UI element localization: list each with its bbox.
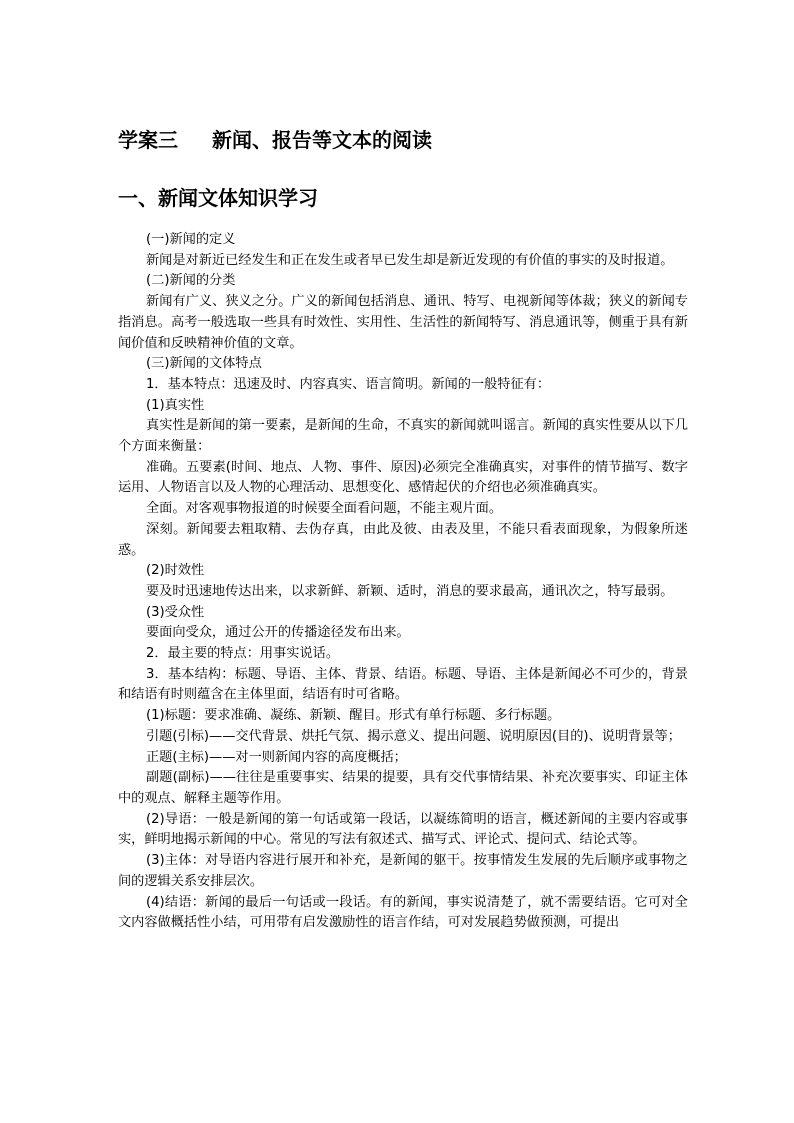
paragraph-main-title: 正题(主标)——对一则新闻内容的高度概括； xyxy=(146,749,407,765)
subheading-definition: (一)新闻的定义 xyxy=(146,232,236,247)
paragraph-conclusion: (4)结语：新闻的最后一句话或一段话。有的新闻，事实说清楚了，就不需要结语。它可对全文内容做概括性小结，可用带有启发激励性的语言作结，可对发展趋势做预测，可提出 xyxy=(118,894,688,931)
paragraph-audience: 要面向受众，通过公开的传播途径发布出来。 xyxy=(146,625,410,641)
paragraph-body: (3)主体：对导语内容进行展开和补充，是新闻的躯干。按事情发生发展的先后顺序或事物之间的逻辑关系安排层次。 xyxy=(118,853,688,889)
paragraph-headline: (1)标题：要求准确、凝练、新颖、醒目。形式有单行标题、多行标题。 xyxy=(146,708,561,724)
paragraph-authenticity: 真实性是新闻的第一要素，是新闻的生命，不真实的新闻就叫谣言。新闻的真实性要从以下几个方面来衡量： xyxy=(118,418,688,455)
subheading-timeliness: (2)时效性 xyxy=(146,563,205,579)
subheading-authenticity: (1)真实性 xyxy=(146,397,205,413)
paragraph-structure: 3．基本结构：标题、导语、主体、背景、结语。标题、导语、主体是新闻必不可少的，背景和结语有时则蕴含在主体里面，结语有时可省略。 xyxy=(118,666,688,703)
paragraph-subtitle: 副题(副标)——往往是重要事实、结果的提要，具有交代事情结果、补充次要事实、印证主体中的观点、解释主题等作用。 xyxy=(118,770,688,806)
paragraph-timeliness: 要及时迅速地传达出来，以求新鲜、新颖、适时，消息的要求最高，通讯次之，特写最弱。 xyxy=(146,583,674,599)
paragraph-lead: (2)导语：一般是新闻的第一句话或第一段话，以凝练简明的语言，概述新闻的主要内容或事实，鲜明地揭示新闻的中心。常见的写法有叙述式、描写式、评论式、提问式、结论式等。 xyxy=(118,811,688,848)
subheading-classification: (二)新闻的分类 xyxy=(146,273,236,289)
paragraph-classification: 新闻有广义、狭义之分。广义的新闻包括消息、通讯、特写、电视新闻等体裁；狭义的新闻专指消息。高考一般选取一些具有时效性、实用性、生活性的新闻特写、消息通讯等，侧重于具有新闻价值和反映精神价值的文章。 xyxy=(118,294,688,351)
section-heading: 一、新闻文体知识学习 xyxy=(118,186,318,210)
paragraph-profound: 深刻。新闻要去粗取精、去伪存真，由此及彼、由表及里，不能只看表面现象，为假象所迷惑。 xyxy=(118,521,688,558)
paragraph-main-feature: 2．最主要的特点：用事实说话。 xyxy=(146,646,340,662)
document-body xyxy=(118,230,688,934)
subheading-features: (三)新闻的文体特点 xyxy=(146,356,262,372)
document-title xyxy=(118,124,432,153)
paragraph-lead-title: 引题(引标)——交代背景、烘托气氛、揭示意义、提出问题、说明原因(目的)、说明背景等； xyxy=(146,728,681,744)
paragraph-basic-features: 1．基本特点：迅速及时、内容真实、语言简明。新闻的一般特征有： xyxy=(146,376,551,392)
title-lesson-label: 学案三 xyxy=(118,128,178,152)
title-topic: 新闻、报告等文本的阅读 xyxy=(212,128,432,152)
paragraph-accuracy: 准确。五要素(时间、地点、人物、事件、原因)必须完全准确真实，对事件的情节描写、数字运用、人物语言以及人物的心理活动、思想变化、感情起伏的介绍也必须准确真实。 xyxy=(118,459,688,496)
subheading-audience: (3)受众性 xyxy=(146,604,205,620)
paragraph-definition: 新闻是对新近已经发生和正在发生或者早已发生却是新近发现的有价值的事实的及时报道。 xyxy=(146,252,674,268)
paragraph-comprehensive: 全面。对客观事物报道的时候要全面看问题，不能主观片面。 xyxy=(146,501,503,517)
